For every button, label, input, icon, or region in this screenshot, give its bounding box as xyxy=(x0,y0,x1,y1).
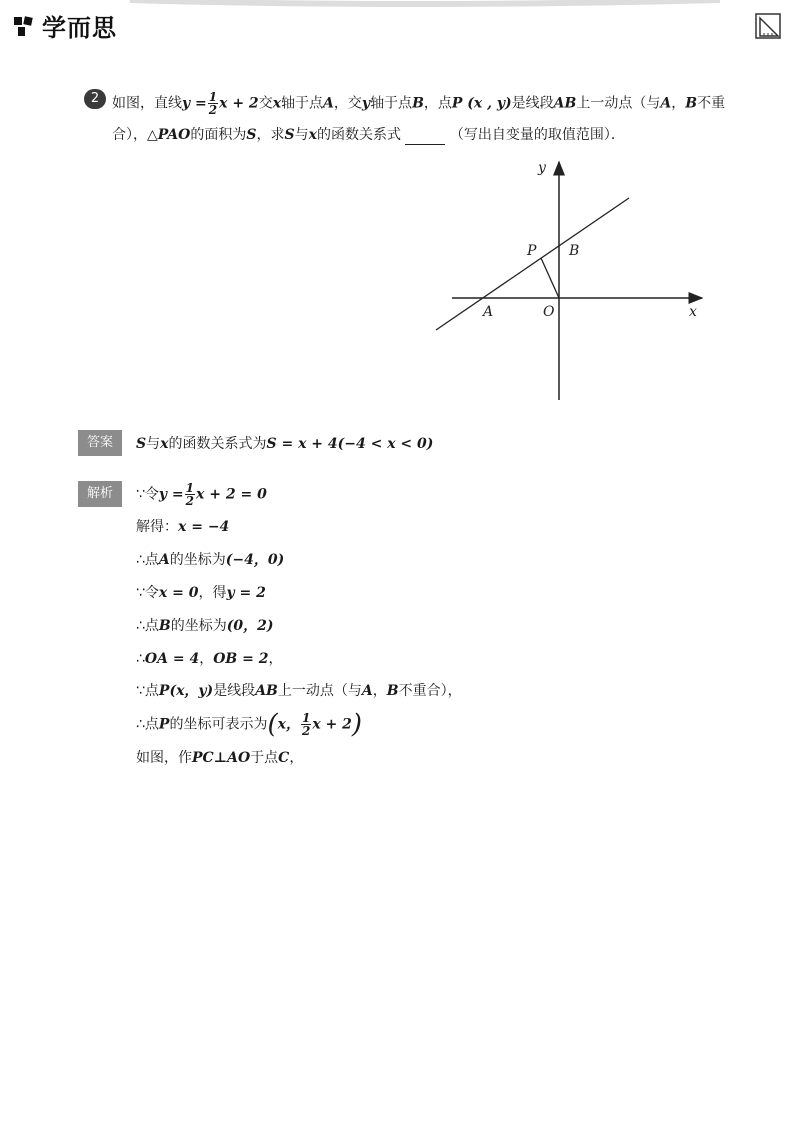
header-decoration xyxy=(0,0,794,60)
label-y: y xyxy=(538,160,546,176)
line-ab xyxy=(436,198,629,330)
answer-text: S与x的函数关系式为S = x + 4(−4 < x < 0) xyxy=(136,436,434,452)
segment-po xyxy=(541,258,559,298)
label-a: A xyxy=(483,304,494,320)
fraction: $\frac{1}{2}$ xyxy=(185,481,195,508)
label-p: P xyxy=(527,243,537,259)
solution-line-9: 如图，作PC⊥AO于点C， xyxy=(136,750,304,766)
coordinate-figure xyxy=(430,150,710,405)
fraction: $\frac{1}{2}$ xyxy=(208,90,218,117)
question-line-2: 合），△PAO的面积为S，求S与x的函数关系式 （写出自变量的取值范围）． xyxy=(112,127,625,143)
solution-line-2: 解得：x = −4 xyxy=(136,519,230,535)
ruler-triangle-icon xyxy=(754,12,782,40)
solution-line-6: ∴OA = 4，OB = 2， xyxy=(136,651,283,667)
solution-line-5: ∴点B的坐标为(0，2) xyxy=(136,618,274,634)
label-x: x xyxy=(689,304,697,320)
question-number-badge: 2 xyxy=(84,89,106,109)
label-b: B xyxy=(569,243,580,259)
solution-line-1: ∵令y = $\frac{1}{2}$ x + 2 = 0 xyxy=(136,481,267,508)
solution-line-3: ∴点A的坐标为(−4，0) xyxy=(136,552,285,568)
logo-text: 学而思 xyxy=(42,14,117,42)
answer-blank xyxy=(405,132,445,145)
solution-line-8: ∴点P的坐标可表示为(x， $\frac{1}{2}$ x + 2) xyxy=(136,709,363,740)
question-line-1: 如图，直线y = $\frac{1}{2}$ x + 2交x轴于点A，交y轴于点B，点P (x , y)是线段AB上一动点（与A，B不重 xyxy=(112,90,726,117)
answer-tag: 答案 xyxy=(78,430,122,456)
logo xyxy=(12,8,117,43)
label-o: O xyxy=(543,304,555,320)
solution-tag: 解析 xyxy=(78,481,122,507)
fraction: $\frac{1}{2}$ xyxy=(301,711,311,738)
logo-icon xyxy=(12,14,36,38)
solution-line-7: ∵点P(x，y)是线段AB上一动点（与A，B不重合）， xyxy=(136,683,462,699)
solution-line-4: ∵令x = 0，得y = 2 xyxy=(136,585,266,601)
